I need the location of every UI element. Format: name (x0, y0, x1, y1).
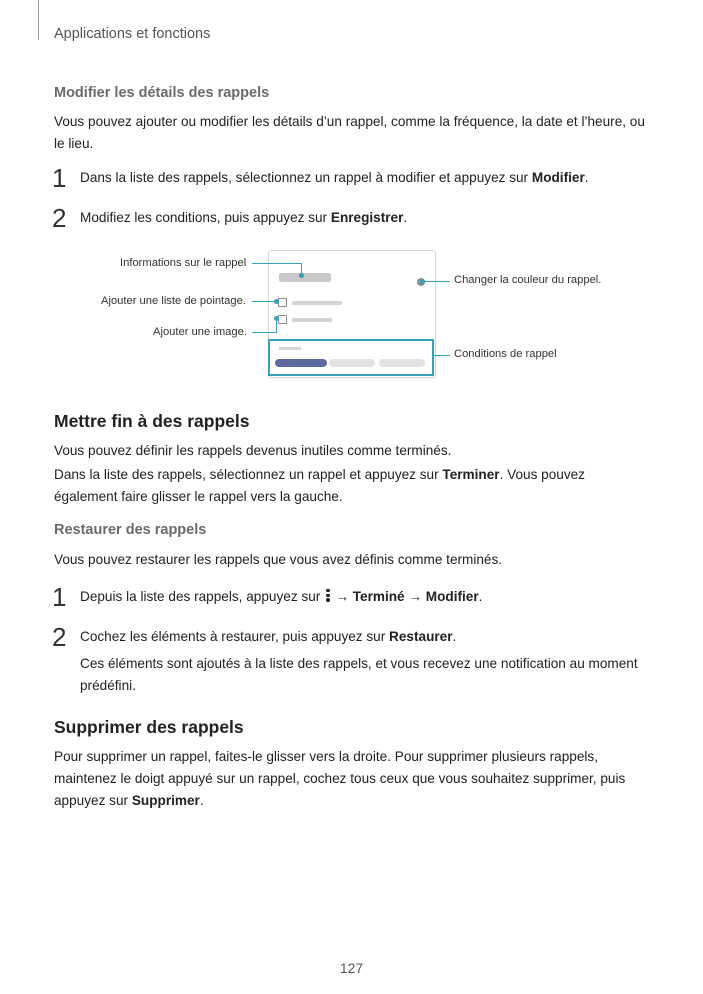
step-text-part: . (452, 629, 457, 644)
paragraph-keyword: Terminer (442, 467, 500, 482)
checklist-placeholder (292, 301, 342, 305)
section-title-end-reminders: Mettre fin à des rappels (54, 411, 250, 431)
step-text-part: Depuis la liste des rappels, appuyez sur (80, 589, 325, 604)
paragraph-part: Pour supprimer un rappel, faites-le glisser vers la droite. Pour supprimer plusieurs rappels, maintenez le doigt appuyé sur un rappel, cochez tous ceux que vous souhaitez supprimer, puis appuyez sur (54, 749, 626, 808)
step-text-part: Dans la liste des rappels, sélectionnez un rappel à modifier et appuyez sur (80, 170, 532, 185)
step-text-part: Modifiez les conditions, puis appuyez sur (80, 210, 331, 225)
image-placeholder (292, 318, 332, 322)
arrow-text: → (331, 589, 353, 604)
image-icon (278, 315, 287, 324)
step-number: 2 (52, 622, 67, 652)
callout-conditions: Conditions de rappel (454, 348, 557, 360)
paragraph-part: Dans la liste des rappels, sélectionnez un rappel et appuyez sur (54, 467, 443, 482)
step-text-part: . (403, 210, 408, 225)
header-section-title: Applications et fonctions (54, 26, 211, 42)
conditions-highlight-box (268, 339, 434, 376)
callout-line (434, 355, 450, 356)
paragraph-keyword: Supprimer (131, 793, 200, 808)
callout-line (252, 301, 276, 302)
header-divider (38, 0, 39, 40)
page-number: 127 (339, 960, 364, 976)
callout-dot (274, 316, 279, 321)
step-text-part: . (584, 170, 589, 185)
step-text (80, 586, 482, 608)
reminder-title-placeholder (279, 273, 331, 282)
paragraph: Vous pouvez définir les rappels devenus inutiles comme terminés. (54, 443, 452, 458)
step-text-part: Cochez les éléments à restaurer, puis appuyez sur (80, 629, 390, 644)
step-keyword: Enregistrer (330, 210, 404, 225)
step-keyword: Terminé (352, 589, 405, 604)
checklist-icon (278, 298, 287, 307)
step-text (80, 207, 407, 229)
paragraph-part: . (199, 793, 204, 808)
step-text (80, 626, 456, 648)
step-number: 2 (52, 203, 67, 233)
callout-dot (274, 299, 279, 304)
callout-line (424, 281, 450, 282)
callout-change-color: Changer la couleur du rappel. (454, 274, 602, 286)
callout-image: Ajouter une image. (153, 326, 247, 338)
step-text (80, 167, 589, 189)
step-note: Ces éléments sont ajoutés à la liste des rappels, et vous recevez une notification au moment prédéfini. (80, 656, 638, 693)
section-intro-modify-details: Vous pouvez ajouter ou modifier les détails d’un rappel, comme la fréquence, la date et l’heure, ou le lieu. (54, 114, 645, 151)
step-keyword: Modifier (425, 589, 479, 604)
arrow-text: → (404, 589, 426, 604)
section-title-delete: Supprimer des rappels (54, 717, 244, 737)
step-keyword: Modifier (531, 170, 585, 185)
callout-checklist: Ajouter une liste de pointage. (101, 295, 246, 307)
paragraph: Vous pouvez restaurer les rappels que vous avez définis comme terminés. (54, 552, 503, 567)
section-title-modify-details: Modifier les détails des rappels (54, 85, 270, 101)
callout-reminder-info: Informations sur le rappel (120, 257, 247, 269)
section-title-restore: Restaurer des rappels (54, 522, 207, 538)
paragraph (54, 746, 650, 812)
step-number: 1 (52, 582, 67, 612)
step-number: 1 (52, 163, 67, 193)
paragraph (54, 464, 644, 508)
step-keyword: Restaurer (389, 629, 453, 644)
callout-line (252, 332, 276, 333)
paragraph-part: . Vous pouvez également faire glisser le rappel vers la gauche. (54, 467, 585, 504)
step-text-part: . (478, 589, 483, 604)
callout-line (252, 263, 302, 264)
vertical-dots-icon (326, 588, 330, 603)
callout-dot (299, 273, 304, 278)
